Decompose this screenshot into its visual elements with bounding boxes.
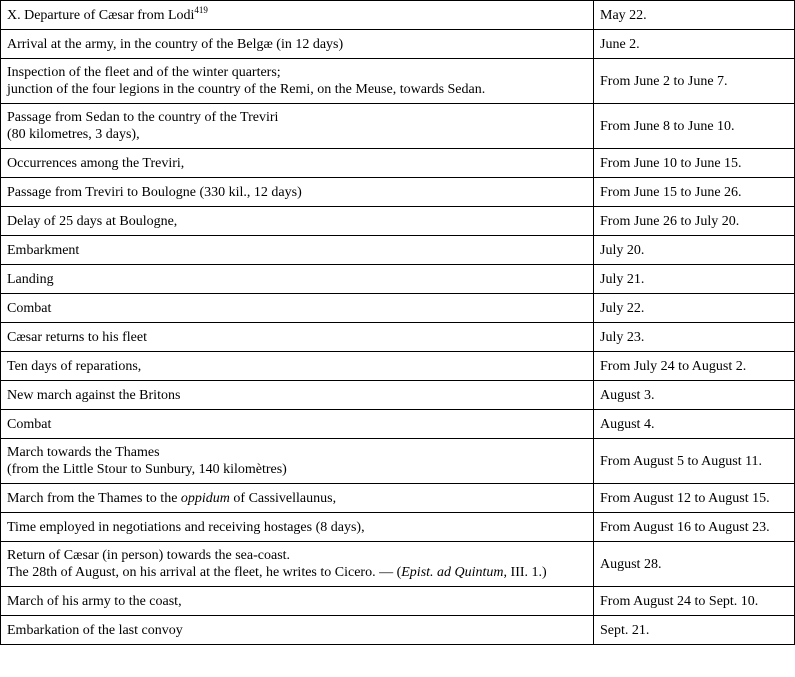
table-row bbox=[1, 1, 795, 30]
event-text: , III. 1.) bbox=[503, 565, 547, 580]
table-row bbox=[1, 616, 795, 645]
event-line: junction of the four legions in the country of the Remi, on the Meuse, towards Sedan. bbox=[7, 82, 486, 97]
date-cell: From July 24 to August 2. bbox=[594, 352, 795, 381]
event-line bbox=[7, 564, 587, 581]
table-row bbox=[1, 30, 795, 59]
date-cell: May 22. bbox=[594, 1, 795, 30]
date-cell: From June 2 to June 7. bbox=[594, 59, 795, 104]
event-cell: Ten days of reparations, bbox=[1, 352, 594, 381]
table-row bbox=[1, 104, 795, 149]
event-text: The 28th of August, on his arrival at the fleet, he writes to Cicero. — ( bbox=[7, 565, 402, 580]
event-cell: Delay of 25 days at Boulogne, bbox=[1, 207, 594, 236]
date-cell: From August 24 to Sept. 10. bbox=[594, 587, 795, 616]
event-cell bbox=[1, 542, 594, 587]
event-line: Inspection of the fleet and of the winter quarters; bbox=[7, 65, 281, 80]
table-row bbox=[1, 207, 795, 236]
table-row bbox=[1, 149, 795, 178]
date-cell: From August 16 to August 23. bbox=[594, 513, 795, 542]
event-cell: Combat bbox=[1, 294, 594, 323]
event-cell bbox=[1, 104, 594, 149]
date-cell: Sept. 21. bbox=[594, 616, 795, 645]
table-row bbox=[1, 484, 795, 513]
table-row bbox=[1, 59, 795, 104]
table-row bbox=[1, 265, 795, 294]
table-row bbox=[1, 294, 795, 323]
table-row bbox=[1, 439, 795, 484]
table-row bbox=[1, 352, 795, 381]
date-cell: From August 12 to August 15. bbox=[594, 484, 795, 513]
date-cell: July 22. bbox=[594, 294, 795, 323]
event-cell: New march against the Britons bbox=[1, 381, 594, 410]
event-cell: Time employed in negotiations and receiving hostages (8 days), bbox=[1, 513, 594, 542]
table-row bbox=[1, 381, 795, 410]
event-cell: Landing bbox=[1, 265, 594, 294]
event-cell bbox=[1, 484, 594, 513]
event-line: March towards the Thames bbox=[7, 445, 160, 460]
table-row bbox=[1, 587, 795, 616]
table-row bbox=[1, 236, 795, 265]
event-emphasis: oppidum bbox=[180, 490, 230, 506]
event-cell: Combat bbox=[1, 410, 594, 439]
event-line: Return of Cæsar (in person) towards the sea-coast. bbox=[7, 548, 291, 563]
date-cell: From June 10 to June 15. bbox=[594, 149, 795, 178]
table-row bbox=[1, 178, 795, 207]
table-row bbox=[1, 542, 795, 587]
event-line: (80 kilometres, 3 days), bbox=[7, 127, 140, 142]
event-cell: Cæsar returns to his fleet bbox=[1, 323, 594, 352]
event-cell: Occurrences among the Treviri, bbox=[1, 149, 594, 178]
date-cell: June 2. bbox=[594, 30, 795, 59]
date-cell: From June 26 to July 20. bbox=[594, 207, 795, 236]
date-cell: July 21. bbox=[594, 265, 795, 294]
date-cell: August 3. bbox=[594, 381, 795, 410]
date-cell: From June 15 to June 26. bbox=[594, 178, 795, 207]
event-text: X. Departure of Cæsar from Lodi bbox=[7, 7, 195, 23]
event-cell: Passage from Treviri to Boulogne (330 kil., 12 days) bbox=[1, 178, 594, 207]
event-line: Passage from Sedan to the country of the Treviri bbox=[7, 110, 279, 125]
event-cell bbox=[1, 59, 594, 104]
date-cell: July 23. bbox=[594, 323, 795, 352]
date-cell: From August 5 to August 11. bbox=[594, 439, 795, 484]
event-cell: Embarkation of the last convoy bbox=[1, 616, 594, 645]
date-cell: From June 8 to June 10. bbox=[594, 104, 795, 149]
table-row bbox=[1, 513, 795, 542]
event-line: (from the Little Stour to Sunbury, 140 kilomètres) bbox=[7, 462, 287, 477]
event-cell bbox=[1, 1, 594, 30]
event-emphasis: Epist. ad Quintum bbox=[401, 565, 504, 580]
date-cell: August 4. bbox=[594, 410, 795, 439]
date-cell: July 20. bbox=[594, 236, 795, 265]
table-row bbox=[1, 323, 795, 352]
event-cell: March of his army to the coast, bbox=[1, 587, 594, 616]
event-text: March from the Thames to the bbox=[7, 490, 181, 506]
table-row bbox=[1, 410, 795, 439]
event-cell bbox=[1, 439, 594, 484]
event-text: of Cassivellaunus, bbox=[229, 490, 337, 506]
event-cell: Arrival at the army, in the country of the Belgæ (in 12 days) bbox=[1, 30, 594, 59]
event-cell: Embarkment bbox=[1, 236, 594, 265]
date-cell: August 28. bbox=[594, 542, 795, 587]
footnote-marker[interactable]: 419 bbox=[194, 4, 208, 15]
